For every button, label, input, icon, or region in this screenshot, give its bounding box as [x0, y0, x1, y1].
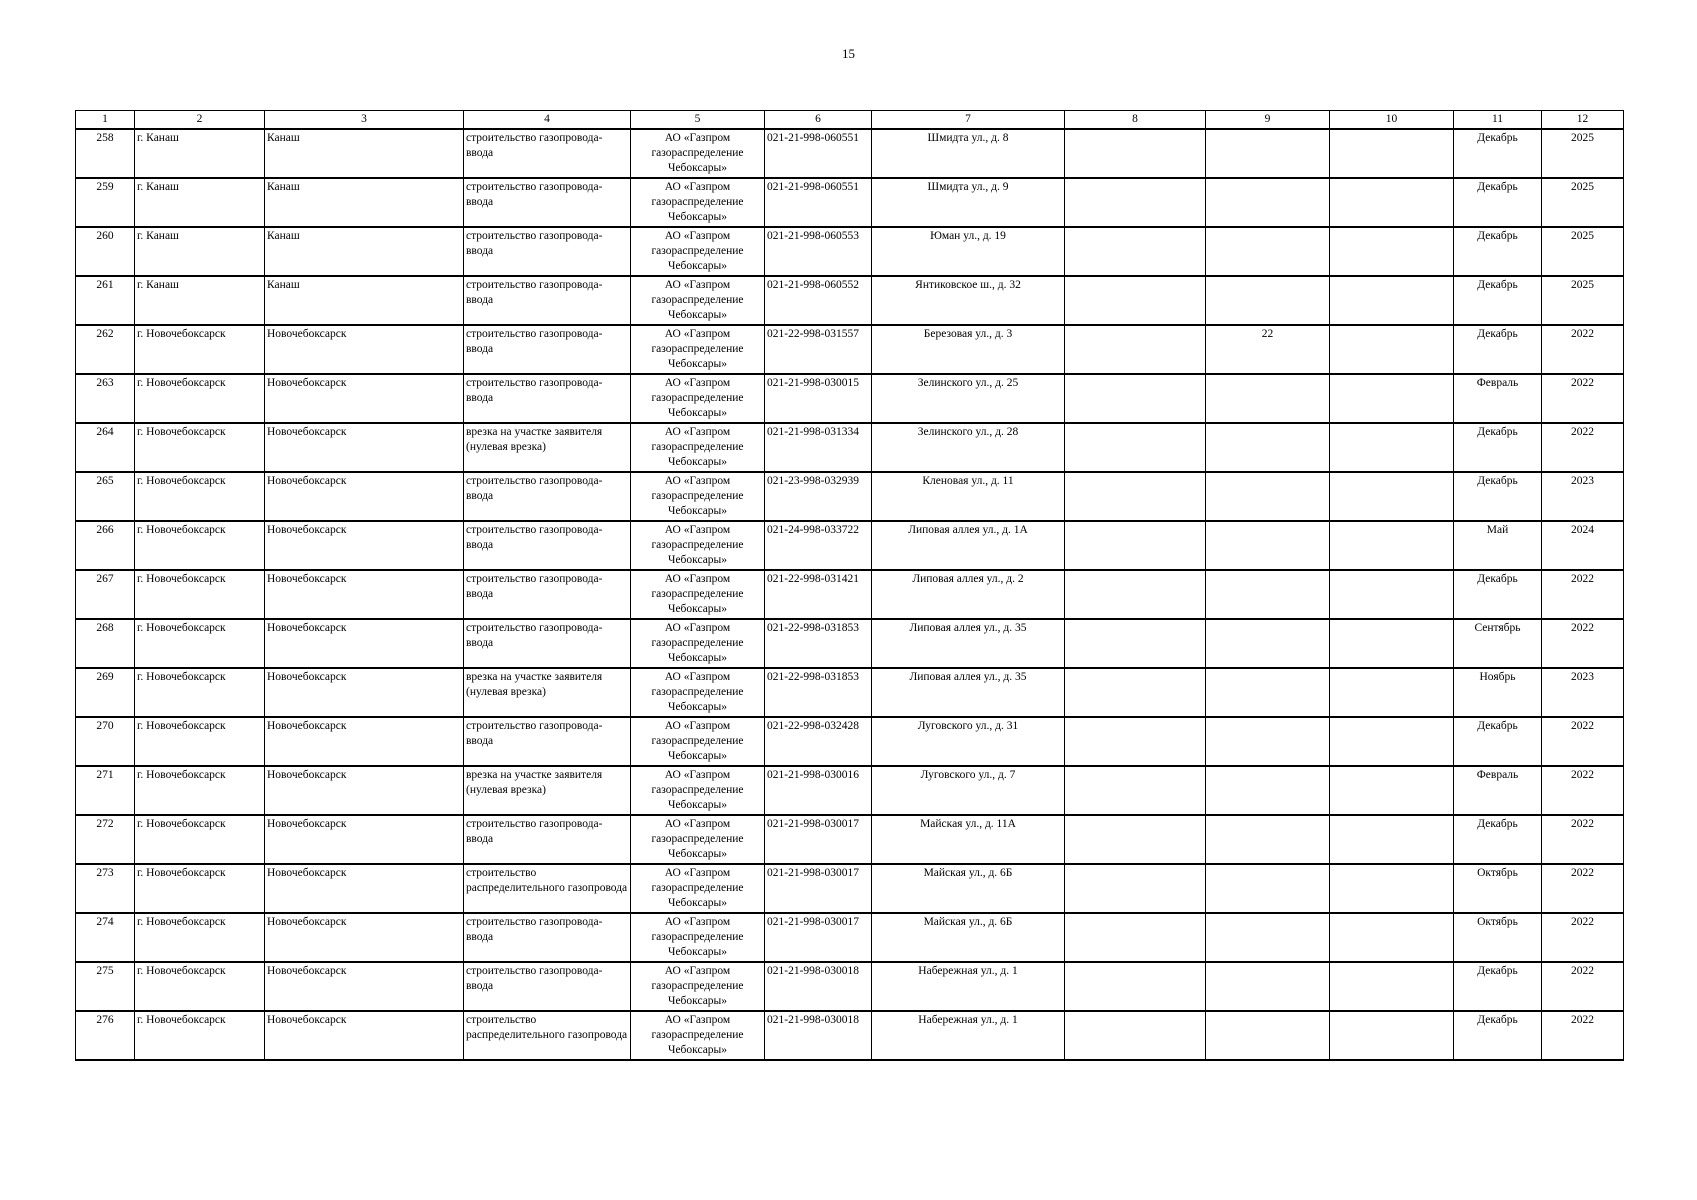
year-cell: 2023 [1542, 668, 1624, 717]
column-9-cell [1206, 668, 1330, 717]
district-cell: Новочебоксарск [265, 962, 464, 1011]
year-cell: 2023 [1542, 472, 1624, 521]
table-row [76, 619, 1624, 668]
address-cell: Зелинского ул., д. 28 [872, 423, 1065, 472]
month-cell: Декабрь [1454, 423, 1542, 472]
column-header: 11 [1454, 111, 1542, 130]
column-8-cell [1065, 766, 1206, 815]
column-10-cell [1330, 178, 1454, 227]
work-type-cell: строительство газопровода-ввода [464, 913, 631, 962]
work-type-cell: строительство газопровода-ввода [464, 717, 631, 766]
row-number: 262 [76, 325, 135, 374]
month-cell: Октябрь [1454, 913, 1542, 962]
object-code-cell: 021-23-998-032939 [765, 472, 872, 521]
district-cell: Новочебоксарск [265, 766, 464, 815]
work-type-cell: строительство газопровода-ввода [464, 325, 631, 374]
column-10-cell [1330, 913, 1454, 962]
column-10-cell [1330, 668, 1454, 717]
table-row [76, 227, 1624, 276]
object-code-cell: 021-21-998-060552 [765, 276, 872, 325]
organization-cell: АО «Газпром газораспределение Чебоксары» [631, 717, 765, 766]
district-cell: Канаш [265, 276, 464, 325]
object-code-cell: 021-22-998-031853 [765, 619, 872, 668]
column-10-cell [1330, 129, 1454, 178]
district-cell: Новочебоксарск [265, 521, 464, 570]
row-number: 259 [76, 178, 135, 227]
year-cell: 2022 [1542, 913, 1624, 962]
row-number: 274 [76, 913, 135, 962]
column-8-cell [1065, 227, 1206, 276]
column-9-cell [1206, 570, 1330, 619]
year-cell: 2022 [1542, 864, 1624, 913]
year-cell: 2022 [1542, 619, 1624, 668]
address-cell: Майская ул., д. 6Б [872, 913, 1065, 962]
column-8-cell [1065, 423, 1206, 472]
table-row [76, 374, 1624, 423]
district-cell: Новочебоксарск [265, 864, 464, 913]
address-cell: Липовая аллея ул., д. 35 [872, 619, 1065, 668]
table-row [76, 717, 1624, 766]
district-cell: Канаш [265, 227, 464, 276]
column-9-cell: 22 [1206, 325, 1330, 374]
month-cell: Февраль [1454, 766, 1542, 815]
row-number: 266 [76, 521, 135, 570]
row-number: 272 [76, 815, 135, 864]
settlement-cell: г. Новочебоксарск [135, 423, 265, 472]
table-row [76, 276, 1624, 325]
month-cell: Октябрь [1454, 864, 1542, 913]
settlement-cell: г. Новочебоксарск [135, 668, 265, 717]
column-10-cell [1330, 815, 1454, 864]
column-9-cell [1206, 423, 1330, 472]
address-cell: Луговского ул., д. 31 [872, 717, 1065, 766]
column-9-cell [1206, 129, 1330, 178]
address-cell: Зелинского ул., д. 25 [872, 374, 1065, 423]
district-cell: Канаш [265, 178, 464, 227]
organization-cell: АО «Газпром газораспределение Чебоксары» [631, 472, 765, 521]
table-row [76, 472, 1624, 521]
column-8-cell [1065, 815, 1206, 864]
object-code-cell: 021-21-998-030017 [765, 864, 872, 913]
district-cell: Новочебоксарск [265, 1011, 464, 1060]
column-9-cell [1206, 864, 1330, 913]
column-8-cell [1065, 1011, 1206, 1060]
address-cell: Липовая аллея ул., д. 2 [872, 570, 1065, 619]
settlement-cell: г. Новочебоксарск [135, 619, 265, 668]
column-header: 7 [872, 111, 1065, 130]
district-cell: Канаш [265, 129, 464, 178]
address-cell: Березовая ул., д. 3 [872, 325, 1065, 374]
settlement-cell: г. Новочебоксарск [135, 815, 265, 864]
object-code-cell: 021-22-998-032428 [765, 717, 872, 766]
month-cell: Декабрь [1454, 962, 1542, 1011]
object-code-cell: 021-22-998-031853 [765, 668, 872, 717]
month-cell: Декабрь [1454, 129, 1542, 178]
address-cell: Шмидта ул., д. 8 [872, 129, 1065, 178]
month-cell: Декабрь [1454, 570, 1542, 619]
table-row [76, 423, 1624, 472]
object-code-cell: 021-21-998-030017 [765, 815, 872, 864]
work-type-cell: строительство газопровода-ввода [464, 570, 631, 619]
settlement-cell: г. Новочебоксарск [135, 374, 265, 423]
column-10-cell [1330, 962, 1454, 1011]
object-code-cell: 021-24-998-033722 [765, 521, 872, 570]
organization-cell: АО «Газпром газораспределение Чебоксары» [631, 962, 765, 1011]
column-number-row [76, 111, 1624, 130]
district-cell: Новочебоксарск [265, 325, 464, 374]
object-code-cell: 021-21-998-060553 [765, 227, 872, 276]
table-row [76, 766, 1624, 815]
row-number: 271 [76, 766, 135, 815]
work-type-cell: строительство распределительного газопровода [464, 1011, 631, 1060]
column-header: 12 [1542, 111, 1624, 130]
work-type-cell: строительство газопровода-ввода [464, 619, 631, 668]
column-8-cell [1065, 864, 1206, 913]
organization-cell: АО «Газпром газораспределение Чебоксары» [631, 913, 765, 962]
settlement-cell: г. Новочебоксарск [135, 521, 265, 570]
month-cell: Май [1454, 521, 1542, 570]
column-10-cell [1330, 619, 1454, 668]
table-row [76, 962, 1624, 1011]
year-cell: 2022 [1542, 423, 1624, 472]
work-type-cell: врезка на участке заявителя (нулевая врезка) [464, 766, 631, 815]
table-row [76, 864, 1624, 913]
month-cell: Декабрь [1454, 227, 1542, 276]
row-number: 261 [76, 276, 135, 325]
column-8-cell [1065, 276, 1206, 325]
year-cell: 2022 [1542, 1011, 1624, 1060]
year-cell: 2022 [1542, 962, 1624, 1011]
month-cell: Декабрь [1454, 815, 1542, 864]
column-9-cell [1206, 815, 1330, 864]
organization-cell: АО «Газпром газораспределение Чебоксары» [631, 668, 765, 717]
month-cell: Декабрь [1454, 717, 1542, 766]
column-8-cell [1065, 962, 1206, 1011]
settlement-cell: г. Новочебоксарск [135, 325, 265, 374]
work-type-cell: строительство газопровода-ввода [464, 276, 631, 325]
year-cell: 2022 [1542, 570, 1624, 619]
column-8-cell [1065, 570, 1206, 619]
column-header: 3 [265, 111, 464, 130]
object-code-cell: 021-21-998-030018 [765, 962, 872, 1011]
year-cell: 2024 [1542, 521, 1624, 570]
settlement-cell: г. Новочебоксарск [135, 962, 265, 1011]
column-10-cell [1330, 1011, 1454, 1060]
column-8-cell [1065, 129, 1206, 178]
row-number: 275 [76, 962, 135, 1011]
column-header: 4 [464, 111, 631, 130]
work-type-cell: строительство газопровода-ввода [464, 472, 631, 521]
row-number: 269 [76, 668, 135, 717]
month-cell: Сентябрь [1454, 619, 1542, 668]
column-header: 8 [1065, 111, 1206, 130]
column-9-cell [1206, 962, 1330, 1011]
column-header: 10 [1330, 111, 1454, 130]
row-number: 258 [76, 129, 135, 178]
district-cell: Новочебоксарск [265, 570, 464, 619]
month-cell: Декабрь [1454, 276, 1542, 325]
settlement-cell: г. Новочебоксарск [135, 766, 265, 815]
settlement-cell: г. Канаш [135, 276, 265, 325]
column-9-cell [1206, 521, 1330, 570]
year-cell: 2022 [1542, 325, 1624, 374]
organization-cell: АО «Газпром газораспределение Чебоксары» [631, 374, 765, 423]
month-cell: Декабрь [1454, 472, 1542, 521]
organization-cell: АО «Газпром газораспределение Чебоксары» [631, 570, 765, 619]
district-cell: Новочебоксарск [265, 472, 464, 521]
column-10-cell [1330, 423, 1454, 472]
row-number: 270 [76, 717, 135, 766]
address-cell: Набережная ул., д. 1 [872, 962, 1065, 1011]
column-8-cell [1065, 178, 1206, 227]
work-type-cell: строительство газопровода-ввода [464, 374, 631, 423]
settlement-cell: г. Новочебоксарск [135, 570, 265, 619]
table-row [76, 178, 1624, 227]
table-row [76, 1011, 1624, 1060]
organization-cell: АО «Газпром газораспределение Чебоксары» [631, 619, 765, 668]
address-cell: Кленовая ул., д. 11 [872, 472, 1065, 521]
column-10-cell [1330, 766, 1454, 815]
district-cell: Новочебоксарск [265, 913, 464, 962]
table-row [76, 325, 1624, 374]
column-8-cell [1065, 374, 1206, 423]
address-cell: Липовая аллея ул., д. 35 [872, 668, 1065, 717]
row-number: 276 [76, 1011, 135, 1060]
gas-works-table [75, 110, 1624, 1061]
object-code-cell: 021-22-998-031421 [765, 570, 872, 619]
organization-cell: АО «Газпром газораспределение Чебоксары» [631, 129, 765, 178]
table-row [76, 668, 1624, 717]
address-cell: Луговского ул., д. 7 [872, 766, 1065, 815]
district-cell: Новочебоксарск [265, 374, 464, 423]
organization-cell: АО «Газпром газораспределение Чебоксары» [631, 766, 765, 815]
column-header: 1 [76, 111, 135, 130]
column-9-cell [1206, 227, 1330, 276]
work-type-cell: строительство газопровода-ввода [464, 521, 631, 570]
organization-cell: АО «Газпром газораспределение Чебоксары» [631, 521, 765, 570]
settlement-cell: г. Канаш [135, 129, 265, 178]
page-number: 15 [842, 46, 855, 61]
column-10-cell [1330, 717, 1454, 766]
settlement-cell: г. Новочебоксарск [135, 913, 265, 962]
district-cell: Новочебоксарск [265, 668, 464, 717]
column-9-cell [1206, 276, 1330, 325]
year-cell: 2022 [1542, 766, 1624, 815]
district-cell: Новочебоксарск [265, 423, 464, 472]
month-cell: Ноябрь [1454, 668, 1542, 717]
object-code-cell: 021-21-998-030017 [765, 913, 872, 962]
table-row [76, 129, 1624, 178]
column-10-cell [1330, 472, 1454, 521]
work-type-cell: строительство газопровода-ввода [464, 227, 631, 276]
column-header: 9 [1206, 111, 1330, 130]
row-number: 268 [76, 619, 135, 668]
column-header: 2 [135, 111, 265, 130]
year-cell: 2025 [1542, 227, 1624, 276]
table-body [76, 129, 1624, 1060]
settlement-cell: г. Новочебоксарск [135, 1011, 265, 1060]
settlement-cell: г. Канаш [135, 227, 265, 276]
column-9-cell [1206, 178, 1330, 227]
address-cell: Майская ул., д. 6Б [872, 864, 1065, 913]
organization-cell: АО «Газпром газораспределение Чебоксары» [631, 423, 765, 472]
work-type-cell: строительство распределительного газопровода [464, 864, 631, 913]
column-8-cell [1065, 472, 1206, 521]
district-cell: Новочебоксарск [265, 717, 464, 766]
organization-cell: АО «Газпром газораспределение Чебоксары» [631, 178, 765, 227]
column-9-cell [1206, 374, 1330, 423]
column-10-cell [1330, 227, 1454, 276]
column-header: 5 [631, 111, 765, 130]
settlement-cell: г. Новочебоксарск [135, 864, 265, 913]
month-cell: Декабрь [1454, 325, 1542, 374]
month-cell: Декабрь [1454, 1011, 1542, 1060]
row-number: 264 [76, 423, 135, 472]
organization-cell: АО «Газпром газораспределение Чебоксары» [631, 325, 765, 374]
object-code-cell: 021-21-998-030016 [765, 766, 872, 815]
object-code-cell: 021-21-998-031334 [765, 423, 872, 472]
table-row [76, 913, 1624, 962]
column-9-cell [1206, 1011, 1330, 1060]
row-number: 267 [76, 570, 135, 619]
column-9-cell [1206, 619, 1330, 668]
row-number: 260 [76, 227, 135, 276]
work-type-cell: строительство газопровода-ввода [464, 962, 631, 1011]
organization-cell: АО «Газпром газораспределение Чебоксары» [631, 1011, 765, 1060]
organization-cell: АО «Газпром газораспределение Чебоксары» [631, 864, 765, 913]
table-row [76, 815, 1624, 864]
year-cell: 2022 [1542, 815, 1624, 864]
address-cell: Янтиковское ш., д. 32 [872, 276, 1065, 325]
column-9-cell [1206, 472, 1330, 521]
table-row [76, 521, 1624, 570]
object-code-cell: 021-21-998-060551 [765, 178, 872, 227]
column-10-cell [1330, 276, 1454, 325]
address-cell: Юман ул., д. 19 [872, 227, 1065, 276]
year-cell: 2025 [1542, 178, 1624, 227]
address-cell: Липовая аллея ул., д. 1А [872, 521, 1065, 570]
month-cell: Декабрь [1454, 178, 1542, 227]
organization-cell: АО «Газпром газораспределение Чебоксары» [631, 227, 765, 276]
year-cell: 2022 [1542, 717, 1624, 766]
settlement-cell: г. Канаш [135, 178, 265, 227]
organization-cell: АО «Газпром газораспределение Чебоксары» [631, 276, 765, 325]
column-8-cell [1065, 913, 1206, 962]
address-cell: Шмидта ул., д. 9 [872, 178, 1065, 227]
column-10-cell [1330, 521, 1454, 570]
year-cell: 2022 [1542, 374, 1624, 423]
row-number: 265 [76, 472, 135, 521]
work-type-cell: строительство газопровода-ввода [464, 815, 631, 864]
column-8-cell [1065, 717, 1206, 766]
year-cell: 2025 [1542, 129, 1624, 178]
month-cell: Февраль [1454, 374, 1542, 423]
column-10-cell [1330, 570, 1454, 619]
object-code-cell: 021-21-998-030015 [765, 374, 872, 423]
district-cell: Новочебоксарск [265, 815, 464, 864]
row-number: 273 [76, 864, 135, 913]
object-code-cell: 021-22-998-031557 [765, 325, 872, 374]
settlement-cell: г. Новочебоксарск [135, 717, 265, 766]
object-code-cell: 021-21-998-060551 [765, 129, 872, 178]
column-10-cell [1330, 374, 1454, 423]
work-type-cell: строительство газопровода-ввода [464, 178, 631, 227]
column-10-cell [1330, 864, 1454, 913]
address-cell: Набережная ул., д. 1 [872, 1011, 1065, 1060]
column-10-cell [1330, 325, 1454, 374]
column-8-cell [1065, 521, 1206, 570]
address-cell: Майская ул., д. 11А [872, 815, 1065, 864]
settlement-cell: г. Новочебоксарск [135, 472, 265, 521]
column-header: 6 [765, 111, 872, 130]
work-type-cell: строительство газопровода-ввода [464, 129, 631, 178]
column-8-cell [1065, 325, 1206, 374]
column-9-cell [1206, 766, 1330, 815]
object-code-cell: 021-21-998-030018 [765, 1011, 872, 1060]
column-8-cell [1065, 619, 1206, 668]
work-type-cell: врезка на участке заявителя (нулевая врезка) [464, 668, 631, 717]
column-8-cell [1065, 668, 1206, 717]
district-cell: Новочебоксарск [265, 619, 464, 668]
organization-cell: АО «Газпром газораспределение Чебоксары» [631, 815, 765, 864]
table-row [76, 570, 1624, 619]
year-cell: 2025 [1542, 276, 1624, 325]
column-9-cell [1206, 717, 1330, 766]
column-9-cell [1206, 913, 1330, 962]
row-number: 263 [76, 374, 135, 423]
work-type-cell: врезка на участке заявителя (нулевая врезка) [464, 423, 631, 472]
